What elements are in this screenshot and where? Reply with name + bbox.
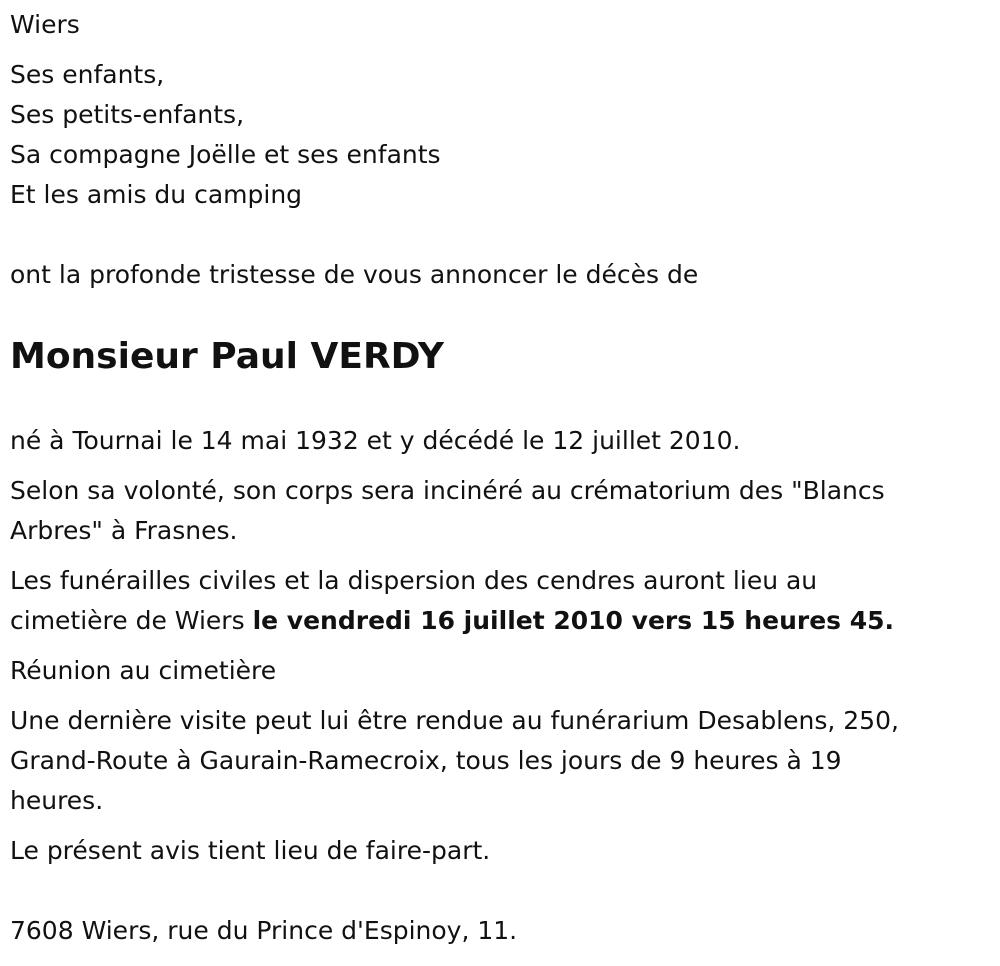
spacer: [10, 871, 985, 911]
family-line: Ses enfants,: [10, 60, 165, 89]
cremation-line: Selon sa volonté, son corps sera incinéré au crématorium des "Blancs: [10, 476, 885, 505]
visit-line: Une dernière visite peut lui être rendue au funérarium Desablens, 250,: [10, 706, 899, 735]
funeral-line-2: [10, 601, 985, 641]
visit-line: Grand-Route à Gaurain-Ramecroix, tous les jours de 9 heures à 19: [10, 746, 842, 775]
spacer: [10, 379, 985, 421]
birth-death-text: né à Tournai le 14 mai 1932 et y décédé le 12 juillet 2010.: [10, 426, 741, 455]
funeral-line: Les funérailles civiles et la dispersion des cendres auront lieu au: [10, 566, 818, 595]
meeting-text: Réunion au cimetière: [10, 656, 277, 685]
funeral-location-text: cimetière de Wiers: [10, 606, 253, 635]
family-list: [10, 55, 985, 215]
cremation-line: Arbres" à Frasnes.: [10, 516, 238, 545]
cremation-paragraph: [10, 471, 985, 551]
place-header: Wiers: [10, 10, 80, 39]
funeral-paragraph: [10, 561, 985, 641]
deceased-name: Monsieur Paul VERDY: [10, 336, 445, 377]
address-text: 7608 Wiers, rue du Prince d'Espinoy, 11.: [10, 916, 518, 945]
funeral-date-text: le vendredi 16 juillet 2010 vers 15 heures 45.: [252, 606, 895, 635]
visit-line: heures.: [10, 786, 104, 815]
visit-paragraph: [10, 701, 985, 821]
notice-text: Le présent avis tient lieu de faire-part.: [10, 836, 491, 865]
family-line: Et les amis du camping: [10, 180, 303, 209]
family-line: Sa compagne Joëlle et ses enfants: [10, 140, 441, 169]
family-line: Ses petits-enfants,: [10, 100, 245, 129]
spacer: [10, 295, 985, 335]
obituary-document: [10, 5, 985, 951]
spacer: [10, 215, 985, 255]
announcement-text: ont la profonde tristesse de vous annoncer le décès de: [10, 260, 699, 289]
